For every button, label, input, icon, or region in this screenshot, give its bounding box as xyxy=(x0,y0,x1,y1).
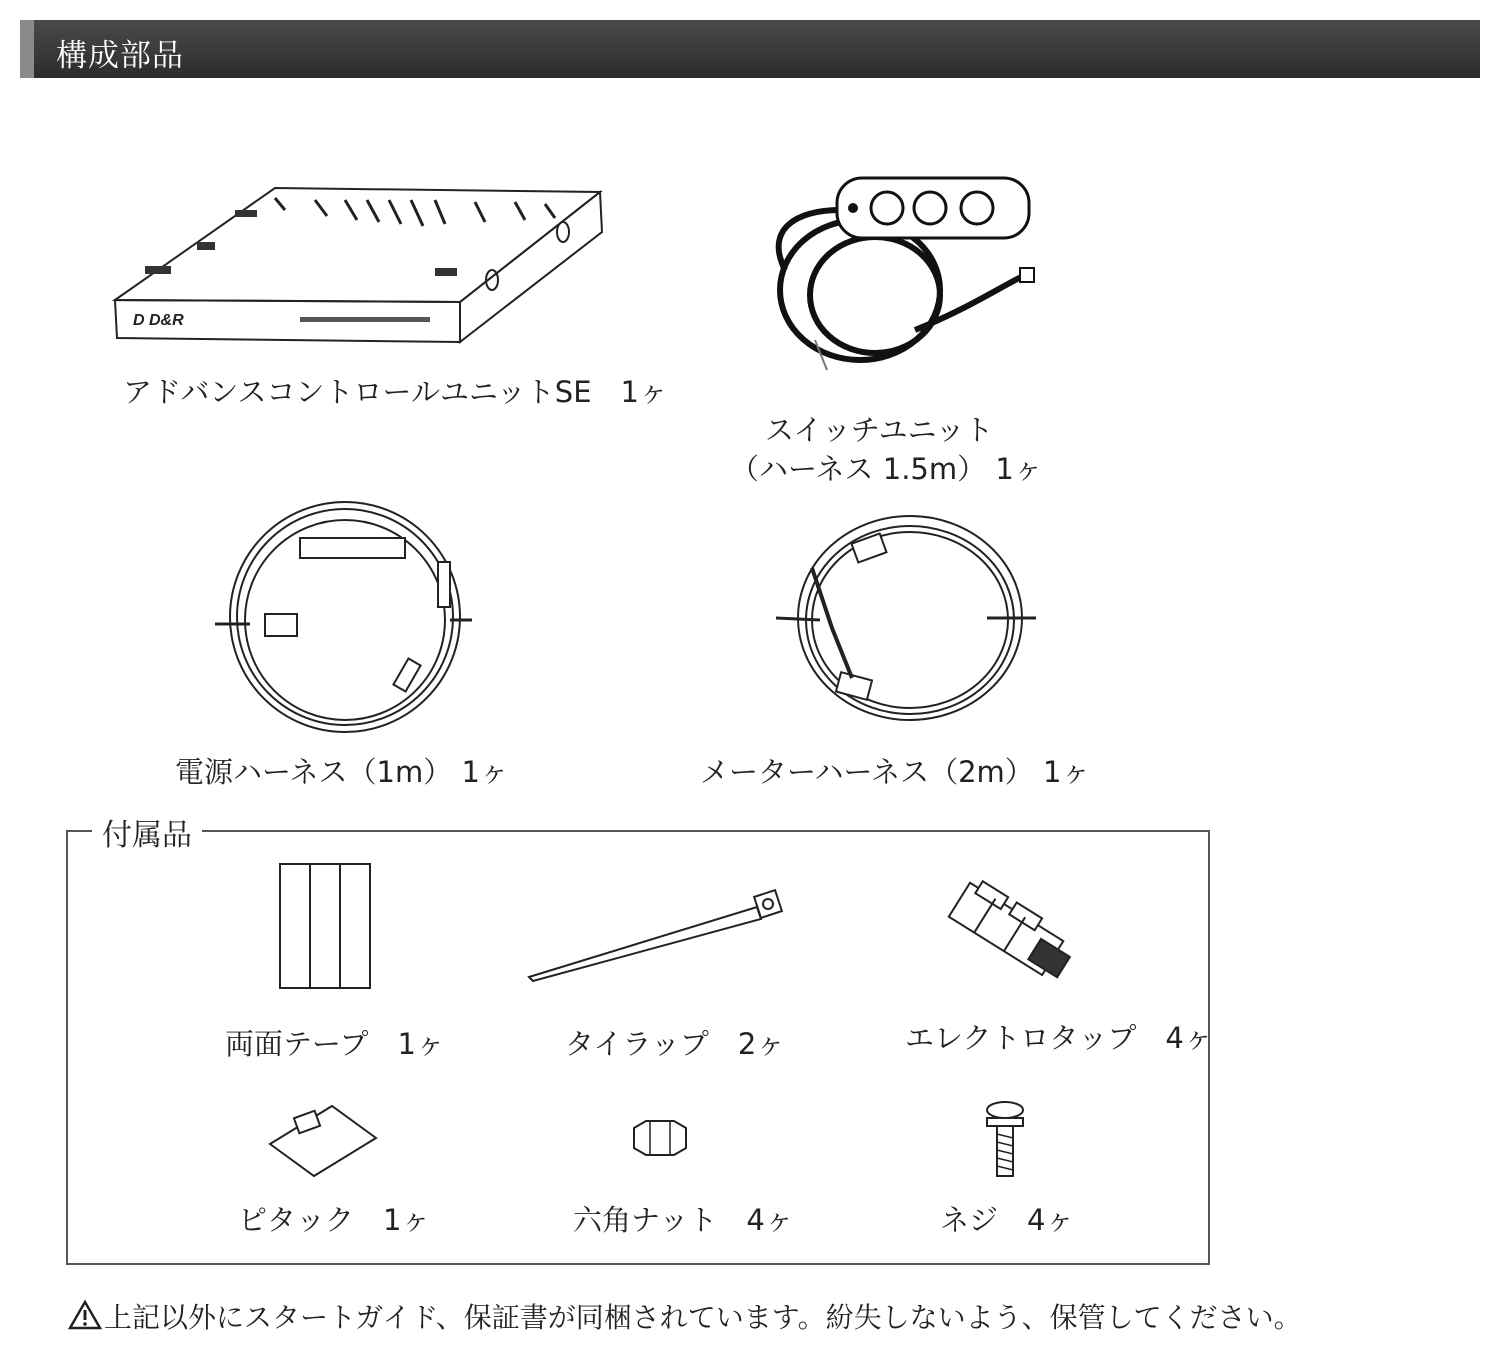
control-unit-illustration xyxy=(105,180,605,350)
header-accent-bar xyxy=(20,20,34,78)
power-harness-label: 電源ハーネス（1m） 1ヶ xyxy=(175,755,509,789)
pitack-label: ピタック 1ヶ xyxy=(238,1203,431,1237)
screw-illustration xyxy=(980,1100,1030,1180)
switch-unit-illustration xyxy=(765,170,1045,390)
meter-harness-label: メーターハーネス（2m） 1ヶ xyxy=(700,755,1091,789)
tie-wrap-illustration xyxy=(525,885,790,985)
screw-label: ネジ 4ヶ xyxy=(940,1203,1075,1237)
double-sided-tape-label: 両面テープ 1ヶ xyxy=(225,1027,446,1061)
hex-nut-label: 六角ナット 4ヶ xyxy=(573,1203,794,1237)
pitack-illustration xyxy=(266,1100,380,1180)
electro-tap-label: エレクトロタップ 4ヶ xyxy=(905,1021,1213,1055)
electro-tap-illustration xyxy=(935,880,1075,1000)
switch-unit-label-line1: スイッチユニット xyxy=(765,413,994,447)
power-harness-illustration xyxy=(210,492,480,742)
double-sided-tape-illustration xyxy=(278,862,374,992)
warning-triangle-icon xyxy=(68,1299,102,1331)
section-header xyxy=(20,20,1480,78)
svg-text:D D&R: D D&R xyxy=(133,312,184,329)
page-title: 構成部品 xyxy=(56,38,184,74)
switch-unit-label-line2: （ハーネス 1.5m） 1ヶ xyxy=(730,452,1043,486)
note-text: 上記以外にスタートガイド、保証書が同梱されています。紛失しないよう、保管してください。 xyxy=(104,1301,1302,1334)
note xyxy=(68,1296,1302,1336)
tie-wrap-label: タイラップ 2ヶ xyxy=(565,1027,786,1061)
accessories-title: 付属品 xyxy=(92,810,202,854)
control-unit-label: アドバンスコントロールユニットSE 1ヶ xyxy=(123,375,668,409)
hex-nut-illustration xyxy=(630,1118,690,1158)
meter-harness-illustration xyxy=(772,508,1042,728)
